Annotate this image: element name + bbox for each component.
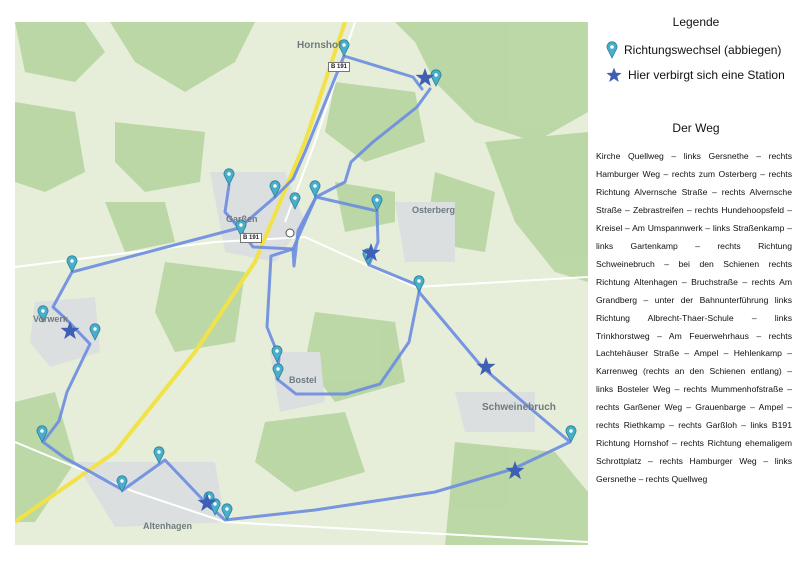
- place-label-bostel: Bostel: [289, 375, 317, 385]
- road-label-b191-garssen: B 191: [240, 233, 262, 243]
- legend-item-label: Hier verbirgt sich eine Station: [628, 68, 785, 82]
- place-label-altenhagen: Altenhagen: [143, 521, 193, 531]
- place-label-osterberg: Osterberg: [412, 205, 456, 215]
- place-label-vorwerk: Vorwerk: [33, 314, 68, 324]
- legend-title: Legende: [672, 15, 720, 29]
- legend-item-station: [606, 66, 785, 84]
- map-pin-icon: [606, 41, 618, 59]
- forest-area: [155, 262, 245, 352]
- place-label-hornshof: Hornshof: [297, 40, 342, 51]
- route-map[interactable]: [15, 22, 588, 545]
- legend-item-turn: [606, 41, 781, 59]
- legend-item-label: Richtungswechsel (abbiegen): [624, 43, 782, 57]
- road-label-b191-north: B 191: [328, 62, 350, 72]
- legend-panel: [596, 0, 796, 565]
- start-point-icon[interactable]: [286, 229, 294, 237]
- place-label-garssen: Garßen: [226, 214, 258, 224]
- place-label-schweinebruch: Schweinebruch: [482, 402, 556, 413]
- map-canvas[interactable]: [15, 22, 588, 545]
- route-title: Der Weg: [672, 121, 720, 135]
- star-icon: [606, 67, 622, 83]
- route-description: Kirche Quellweg – links Gersnethe – rechts Hamburger Weg – rechts zum Osterberg – rechts Richtung Alvernsche Straße – rechts Alvernsche Straße – Zebrastreifen – rechts Hundehoopsfeld – Kreisel – Am Umspannwerk – links Straßenkamp – links Gartenkamp – rechts Richtung Schweinebruch – bei den Schienen rechts Richtung Altenhagen – Bruchstraße – rechts Am Grandberg – unter der Bahnunterführung links Richtung Albrecht-Thaer-Schule – links Trinkhorstweg – Am Feuerwehrhaus – rechts Lachtehäuser Straße – Ampel – Hehlenkamp – Karrenweg (rechts an den Schienen entlang) – links Bosteler Weg – rechts Mummenhofstraße – rechts Garßener Weg – Grauenbarge – Ampel – rechts Riethkamp – rechts Garßloh – links B191 Richtung Hornshof – rechts Richtung ehemaligem Schrottplatz – rechts Hamburger Weg – links Gersnethe – rechts Quellweg: [596, 151, 792, 485]
